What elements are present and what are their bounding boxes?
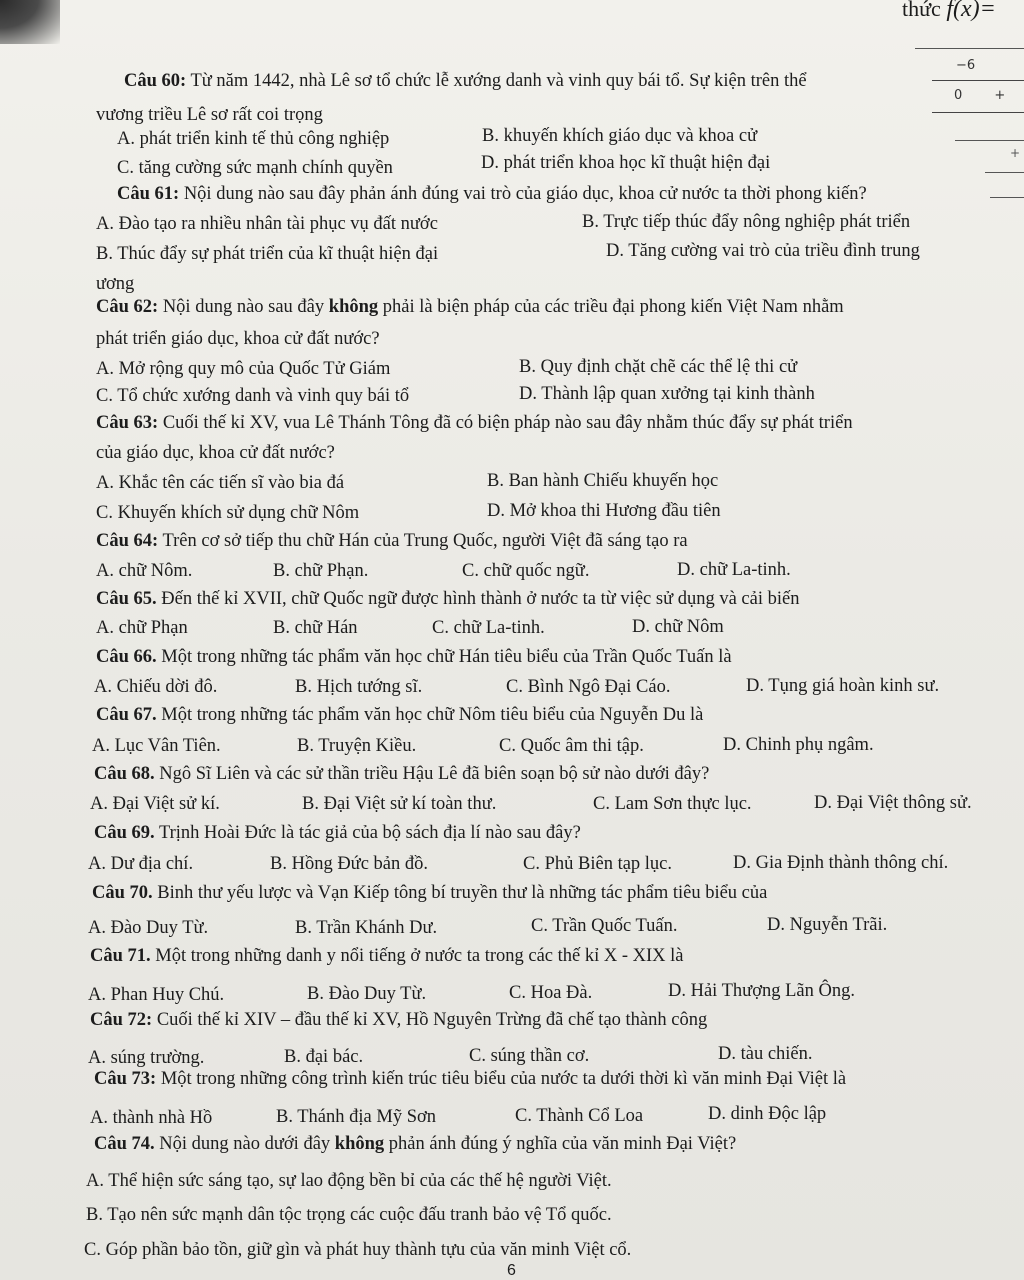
question-63-number: Câu 63: xyxy=(96,413,159,433)
question-67-option-c: C. Quốc âm thi tập. xyxy=(499,736,644,756)
question-69-stem xyxy=(94,822,581,844)
question-71-option-b: B. Đào Duy Từ. xyxy=(307,984,427,1004)
question-60-text: Từ năm 1442, nhà Lê sơ tổ chức lễ xướng danh và vinh quy bái tổ. Sự kiện trên thể xyxy=(190,71,807,91)
question-69-number: Câu 69. xyxy=(94,823,155,843)
question-63-stem-cont: của giáo dục, khoa cử đất nước? xyxy=(96,443,335,463)
question-74-negation: không xyxy=(334,1134,385,1154)
question-65-number: Câu 65. xyxy=(96,589,157,609)
formula-text: f(x)= xyxy=(946,0,996,22)
question-62-negation: không xyxy=(328,297,379,317)
question-70-text: Binh thư yếu lược và Vạn Kiếp tông bí truyền thư là những tác phẩm tiêu biểu của xyxy=(157,883,768,903)
question-64-number: Câu 64: xyxy=(96,531,159,551)
question-69-option-b: B. Hồng Đức bản đồ. xyxy=(270,854,429,874)
question-66-option-d: D. Tụng giá hoàn kinh sư. xyxy=(746,676,940,696)
question-60-stem-cont: vương triều Lê sơ rất coi trọng xyxy=(96,105,323,125)
question-73-option-d: D. dinh Độc lập xyxy=(708,1104,827,1124)
question-61-option-d-cont: ương xyxy=(96,274,135,294)
question-68-option-b: B. Đại Việt sử kí toàn thư. xyxy=(302,794,497,814)
question-68-option-a: A. Đại Việt sử kí. xyxy=(90,794,220,814)
question-62-option-d: D. Thành lập quan xưởng tại kinh thành xyxy=(519,384,815,404)
question-69-option-d: D. Gia Định thành thông chí. xyxy=(733,853,949,873)
plus-mark: + xyxy=(1010,146,1021,160)
question-64-option-a: A. chữ Nôm. xyxy=(96,561,193,581)
question-67-option-b: B. Truyện Kiều. xyxy=(297,736,417,756)
question-62-option-b: B. Quy định chặt chẽ các thể lệ thi cử xyxy=(519,357,798,377)
question-71-stem xyxy=(90,945,684,967)
question-68-option-c: C. Lam Sơn thực lục. xyxy=(593,794,752,814)
question-66-number: Câu 66. xyxy=(96,647,157,667)
question-70-stem xyxy=(92,882,767,904)
question-73-option-a: A. thành nhà Hồ xyxy=(90,1108,213,1128)
question-74-text-a: Nội dung nào dưới đây xyxy=(159,1134,331,1154)
question-61-number: Câu 61: xyxy=(117,184,180,204)
question-74-option-a: A. Thể hiện sức sáng tạo, sự lao động bền bỉ của các thế hệ người Việt. xyxy=(86,1171,612,1191)
question-74-stem xyxy=(94,1133,736,1155)
question-72-option-b: B. đại bác. xyxy=(284,1047,364,1067)
question-70-option-a: A. Đào Duy Từ. xyxy=(88,918,209,938)
question-61-option-a: A. Đào tạo ra nhiều nhân tài phục vụ đất nước xyxy=(96,214,438,234)
question-73-option-c: C. Thành Cổ Loa xyxy=(515,1106,644,1126)
question-67-option-d: D. Chinh phụ ngâm. xyxy=(723,735,874,755)
question-72-option-a: A. súng trường. xyxy=(88,1048,205,1068)
question-63-option-d: D. Mở khoa thi Hương đầu tiên xyxy=(487,501,721,521)
question-61-text: Nội dung nào sau đây phản ánh đúng vai trò của giáo dục, khoa cử nước ta thời phong kiến? xyxy=(183,184,867,204)
question-67-option-a: A. Lục Vân Tiên. xyxy=(92,736,221,756)
question-60-number: Câu 60: xyxy=(124,71,187,91)
question-64-option-d: D. chữ La-tinh. xyxy=(677,560,791,580)
question-64-option-c: C. chữ quốc ngữ. xyxy=(462,561,590,581)
question-67-number: Câu 67. xyxy=(96,705,157,725)
question-74-option-b: B. Tạo nên sức mạnh dân tộc trọng các cuộc đấu tranh bảo vệ Tổ quốc. xyxy=(86,1205,612,1225)
question-61-option-b: B. Trực tiếp thúc đẩy nông nghiệp phát triển xyxy=(582,212,911,232)
question-73-text: Một trong những công trình kiến trúc tiêu biểu của nước ta dưới thời kì văn minh Đại Việt là xyxy=(160,1069,847,1089)
question-62-option-a: A. Mở rộng quy mô của Quốc Tử Giám xyxy=(96,359,391,379)
question-62-text-b: phải là biện pháp của các triều đại phong kiến Việt Nam nhằm xyxy=(382,297,844,317)
question-63-option-b: B. Ban hành Chiếu khuyến học xyxy=(487,471,719,491)
question-74-text-b: phản ánh đúng ý nghĩa của văn minh Đại Việt? xyxy=(388,1134,737,1154)
question-63-option-c: C. Khuyến khích sử dụng chữ Nôm xyxy=(96,503,360,523)
question-71-text: Một trong những danh y nổi tiếng ở nước ta trong các thế kỉ X - XIX là xyxy=(155,946,684,966)
question-65-stem xyxy=(96,588,799,610)
sign-table-bottom: 0 + xyxy=(954,88,1020,103)
question-69-text: Trịnh Hoài Đức là tác giả của bộ sách địa lí nào sau đây? xyxy=(158,823,581,843)
page-number: 6 xyxy=(507,1262,516,1279)
question-65-text: Đến thế kỉ XVII, chữ Quốc ngữ được hình thành ở nước ta từ việc sử dụng và cải biến xyxy=(161,589,800,609)
question-60-option-a: A. phát triển kinh tế thủ công nghiệp xyxy=(117,129,390,149)
question-65-option-b: B. chữ Hán xyxy=(273,618,358,638)
question-68-text: Ngô Sĩ Liên và các sử thần triều Hậu Lê đã biên soạn bộ sử nào dưới đây? xyxy=(159,764,710,784)
question-69-option-c: C. Phủ Biên tạp lục. xyxy=(523,854,673,874)
question-62-stem xyxy=(96,296,844,318)
question-60-stem xyxy=(124,70,807,92)
question-68-number: Câu 68. xyxy=(94,764,155,784)
question-73-option-b: B. Thánh địa Mỹ Sơn xyxy=(276,1107,437,1127)
question-67-text: Một trong những tác phẩm văn học chữ Nôm tiêu biểu của Nguyễn Du là xyxy=(161,705,704,725)
question-60-option-b: B. khuyến khích giáo dục và khoa cử xyxy=(482,126,758,146)
question-61-option-c: B. Thúc đẩy sự phát triển của kĩ thuật hiện đại xyxy=(96,244,439,264)
question-68-option-d: D. Đại Việt thông sử. xyxy=(814,793,972,813)
question-73-stem xyxy=(94,1068,846,1090)
question-71-option-a: A. Phan Huy Chú. xyxy=(88,985,225,1005)
question-65-option-d: D. chữ Nôm xyxy=(632,617,724,637)
question-68-stem xyxy=(94,763,709,785)
question-64-text: Trên cơ sở tiếp thu chữ Hán của Trung Quốc, người Việt đã sáng tạo ra xyxy=(162,531,688,551)
question-62-text-a: Nội dung nào sau đây xyxy=(162,297,325,317)
question-72-text: Cuối thế kỉ XIV – đầu thế kỉ XV, Hồ Nguyên Trừng đã chế tạo thành công xyxy=(156,1010,708,1030)
question-66-text: Một trong những tác phẩm văn học chữ Hán tiêu biểu của Trần Quốc Tuấn là xyxy=(161,647,732,667)
question-65-option-c: C. chữ La-tinh. xyxy=(432,618,545,638)
question-70-option-b: B. Trần Khánh Dư. xyxy=(295,918,438,938)
question-71-number: Câu 71. xyxy=(90,946,151,966)
question-71-option-d: D. Hải Thượng Lãn Ông. xyxy=(668,981,855,1001)
question-65-option-a: A. chữ Phạn xyxy=(96,618,188,638)
question-70-number: Câu 70. xyxy=(92,883,153,903)
question-60-option-d: D. phát triển khoa học kĩ thuật hiện đại xyxy=(481,153,771,173)
question-72-option-c: C. súng thần cơ. xyxy=(469,1046,590,1066)
question-66-option-c: C. Bình Ngô Đại Cáo. xyxy=(506,677,671,697)
question-62-number: Câu 62: xyxy=(96,297,159,317)
question-63-option-a: A. Khắc tên các tiến sĩ vào bia đá xyxy=(96,473,345,493)
question-62-stem-cont: phát triển giáo dục, khoa cử đất nước? xyxy=(96,329,380,349)
question-70-option-d: D. Nguyễn Trãi. xyxy=(767,915,888,935)
question-72-option-d: D. tàu chiến. xyxy=(718,1044,813,1064)
sign-table-top: −6 xyxy=(956,58,976,73)
question-72-number: Câu 72: xyxy=(90,1010,153,1030)
question-66-stem xyxy=(96,646,732,668)
question-69-option-a: A. Dư địa chí. xyxy=(88,854,194,874)
question-62-option-c: C. Tổ chức xướng danh và vinh quy bái tổ xyxy=(96,386,410,406)
question-66-option-b: B. Hịch tướng sĩ. xyxy=(295,677,423,697)
question-61-option-d: D. Tăng cường vai trò của triều đình trung xyxy=(606,241,920,261)
formula-prefix: thức xyxy=(902,0,941,21)
question-70-option-c: C. Trần Quốc Tuấn. xyxy=(531,916,678,936)
question-60-option-c: C. tăng cường sức mạnh chính quyền xyxy=(117,158,393,178)
question-73-number: Câu 73: xyxy=(94,1069,157,1089)
question-67-stem xyxy=(96,704,703,726)
question-74-number: Câu 74. xyxy=(94,1134,155,1154)
question-74-option-c: C. Góp phần bảo tồn, giữ gìn và phát huy thành tựu của văn minh Việt cổ. xyxy=(84,1240,632,1260)
question-63-text: Cuối thế kỉ XV, vua Lê Thánh Tông đã có biện pháp nào sau đây nhằm thúc đẩy sự phát triển xyxy=(162,413,853,433)
question-64-stem xyxy=(96,530,688,552)
question-64-option-b: B. chữ Phạn. xyxy=(273,561,369,581)
question-63-stem xyxy=(96,412,853,434)
question-72-stem xyxy=(90,1009,707,1031)
question-66-option-a: A. Chiếu dời đô. xyxy=(94,677,218,697)
question-71-option-c: C. Hoa Đà. xyxy=(509,983,593,1003)
question-61-stem xyxy=(117,183,867,205)
